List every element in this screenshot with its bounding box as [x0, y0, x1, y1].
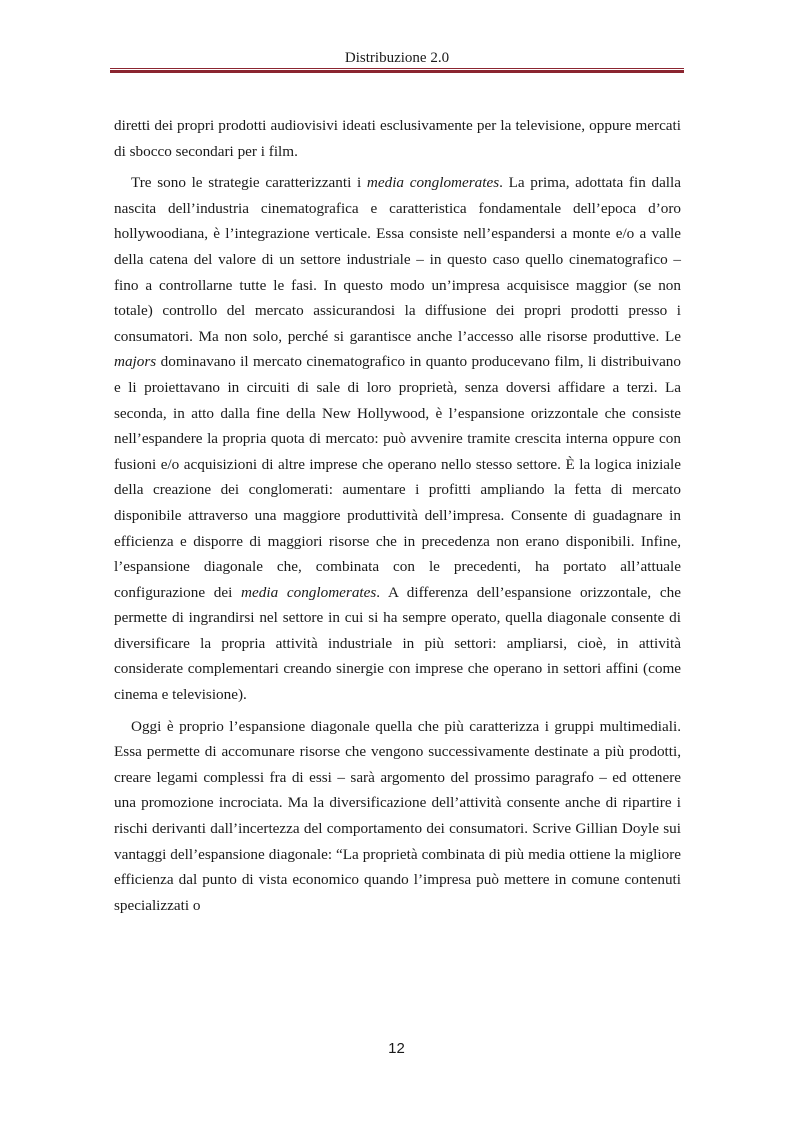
header-rule-thick — [110, 70, 684, 73]
italic-term: media conglomerates — [366, 174, 500, 192]
paragraph-strategies — [114, 170, 681, 707]
page-number: 12 — [388, 1040, 405, 1057]
body-text — [114, 113, 681, 918]
header-rule-thin — [110, 68, 684, 69]
paragraph-continuation — [114, 113, 681, 164]
italic-term: media conglomerates — [241, 583, 377, 601]
text-run: dominavano il mercato cinematografico in quanto producevano film, li distribuivano e li proiettavano in circuiti di sale di loro proprietà, senza doversi affidare a terzi. La seconda, in atto dalla fine della New Hollywood, è l’espansione orizzontale che consiste nell’espandere la propria quota di mercato: può avvenire tramite crescita interna oppure con fusioni e/o acquisizioni di altre imprese che operano nello stesso settore. È la logica iniziale della creazione dei conglomerati: aumentare i profitti ampliando la fetta di mercato disponibile attraverso una maggiore produttività dell’impresa. Consente di guadagnare in efficienza e disporre di maggiori risorse che in precedenza non erano disponibili. Infine, l’espansione diagonale che, combinata con le precedenti, ha portato all’attuale configurazione dei — [114, 353, 681, 601]
running-header: Distribuzione 2.0 — [344, 50, 450, 66]
paragraph-diagonal-expansion — [114, 714, 681, 919]
text-run: diretti dei propri prodotti audiovisivi ideati esclusivamente per la televisione, oppure mercati di sbocco secondari per i film. — [114, 117, 681, 160]
italic-term: majors — [114, 353, 157, 371]
text-run: Oggi è proprio l’espansione diagonale quella che più caratterizza i gruppi multimediali. Essa permette di accomunare risorse che vengono successivamente destinate a più prodotti, creare legami complessi fra di essi – sarà argomento del prossimo paragrafo – ed ottenere una promozione incrociata. Ma la diversificazione dell’attività consente anche di ripartire i rischi derivanti dall’incertezza del comportamento dei consumatori. Scrive Gillian Doyle sui vantaggi dell’espansione diagonale: “La proprietà combinata di più media ottiene la migliore efficienza dal punto di vista economico quando l’impresa può mettere in comune contenuti specializzati o — [114, 717, 681, 914]
text-run: . A differenza dell’espansione orizzontale, che permette di ingrandirsi nel settore in cui si ha sempre operato, quella diagonale consente di diversificare la propria attività industriale in più settori: ampliarsi, cioè, in attività considerate complementari creando sinergie con imprese che operano in settori affini (come cinema e televisione). — [114, 583, 681, 704]
text-run: Tre sono le strategie caratterizzanti i — [131, 174, 367, 192]
text-run: . La prima, adottata fin dalla nascita dell’industria cinematografica e caratteristica fondamentale dell’epoca d’oro hollywoodiana, è l’integrazione verticale. Essa consiste nell’espandersi a monte e/o a valle della catena del valore di un settore industriale – in questo caso quello cinematografico – fino a controllarne tutte le fasi. In questo modo un’impresa acquisisce maggior (se non totale) controllo del mercato assicurandosi la diffusione dei propri prodotti presso i consumatori. Ma non solo, perché si garantisce anche l’accesso alle risorse produttive. Le — [114, 174, 681, 345]
